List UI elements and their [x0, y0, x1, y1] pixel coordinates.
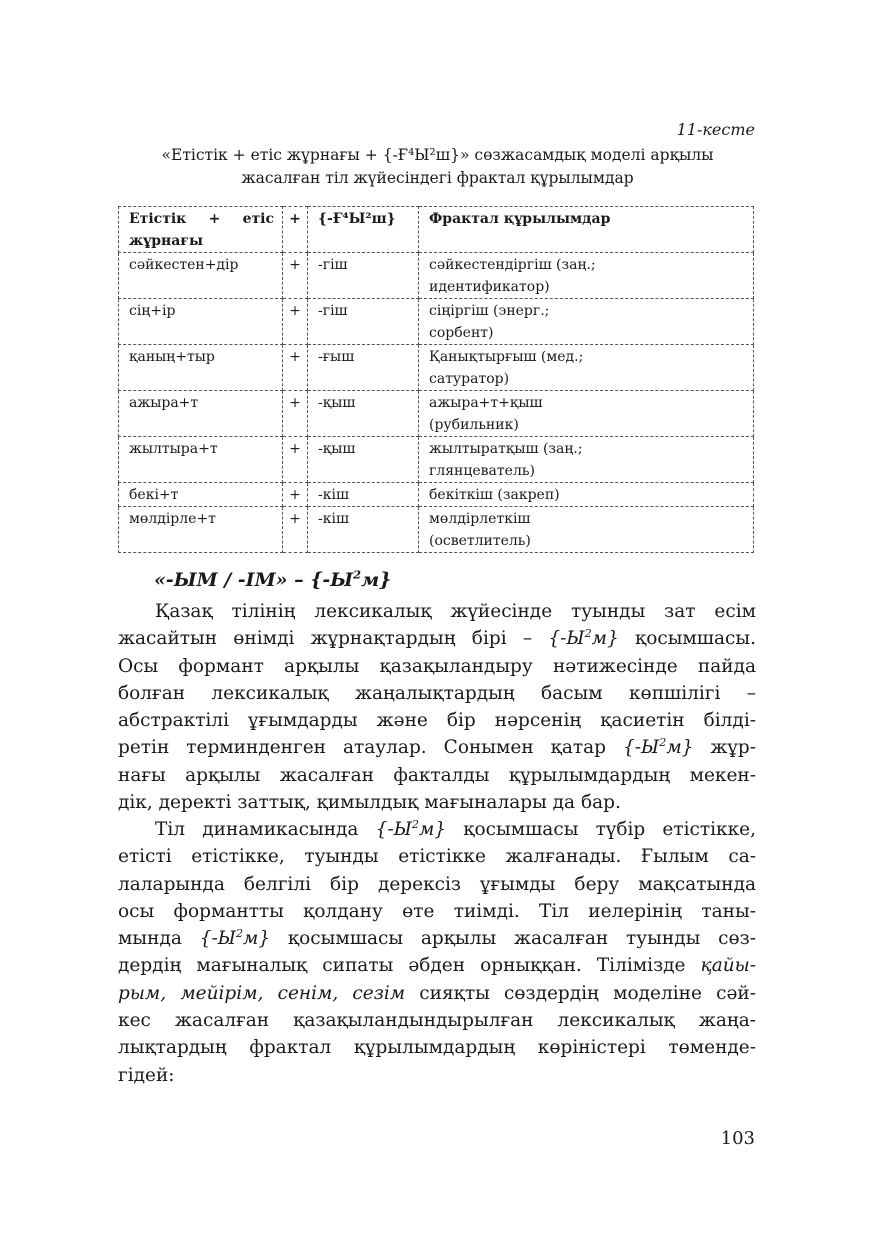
- table-row: бекі+т + -кіш бекіткіш (закреп): [119, 483, 754, 507]
- text-line: нағы арқылы жасалған факталды құрылымдардың мекен-: [118, 764, 756, 786]
- text-line: кес жасалған қазақыландындырылған лексикалық жаңа-: [118, 1010, 756, 1032]
- text-line: лықтардың фрактал құрылымдардың көріністері төменде-: [118, 1037, 756, 1059]
- table-row: ажыра+т + -қыш ажыра+т+қыш (рубильник): [119, 391, 754, 437]
- text-line: жасайтын өнімді жұрнақтардың бірі – $\{-Ы^2м\}$ қосымшасы.: [118, 627, 756, 650]
- fractal-structures-table: [118, 206, 754, 553]
- table-row: жылтыра+т + -қыш жылтыратқыш (заң.; глянцеватель): [119, 437, 754, 483]
- table-caption: [120, 144, 755, 190]
- table-row: қаның+тыр + -ғыш Қанықтырғыш (мед.; сатуратор): [119, 345, 754, 391]
- text-line: етісті етістікке, туынды етістікке жалғанады. Ғылым са-: [118, 846, 756, 868]
- header-plus: +: [283, 207, 308, 253]
- text-line: осы формантты қолдану өте тиімді. Тіл иелерінің таны-: [118, 900, 756, 922]
- caption-line: жасалған тіл жүйесіндегі фрактал құрылымдар: [241, 169, 634, 187]
- text-line: болған лексикалық жаңалықтардың басым көпшілігі –: [118, 682, 756, 704]
- text-line: Тіл динамикасында $\{-Ы^2м\}$ қосымшасы түбір етістікке,: [155, 817, 757, 840]
- table-row: сің+ір + -гіш сіңіргіш (энерг.; сорбент): [119, 299, 754, 345]
- text-line: Қазақ тілінің лексикалық жүйесінде туынды зат есім: [155, 601, 756, 622]
- text-line: дік, деректі заттық, қимылдық мағыналары да бар.: [118, 792, 621, 814]
- header-suffix: {-Ғ⁴Ы²ш}: [308, 207, 419, 253]
- text-line: рым, мейірім, сенім, сезім сияқты сөздердің моделіне сәй-: [118, 982, 756, 1004]
- page-number: 103: [720, 1128, 755, 1149]
- text-line: дердің мағыналық сипаты әбден орныққан. Тілімізде қайы-: [118, 955, 756, 977]
- text-line: мында $\{-Ы^2м\}$ қосымшасы арқылы жасалған туынды сөз-: [118, 927, 757, 950]
- table-row: мөлдірле+т + -кіш мөлдірлеткіш (осветлитель): [119, 507, 754, 553]
- text-line: Осы формант арқылы қазақыландыру нәтижесінде пайда: [118, 655, 756, 677]
- text-line: лаларында белгілі бір дерексіз ұғымды беру мақсатында: [118, 873, 756, 895]
- text-line: ретін терминденген атаулар. Сонымен қатар $\{-Ы^2м\}$ жұр-: [118, 736, 756, 759]
- paragraph-2: [118, 816, 756, 1089]
- table-number: 11-кесте: [676, 120, 755, 139]
- paragraph-1: [118, 598, 756, 816]
- text-line: гідей:: [118, 1064, 175, 1086]
- table-header-row: [119, 207, 754, 253]
- section-heading: «-ЫМ / -ІМ» – $\{-Ы^2м\}$: [154, 567, 392, 591]
- text-line: абстрактілі ұғымдарды және бір нәрсенің қасиетін білді-: [118, 710, 756, 732]
- header-fractal: Фрактал құрылымдар: [419, 207, 754, 253]
- header-stem: Етістік + етіс жұрнағы: [119, 207, 283, 253]
- table-row: сәйкестен+дір + -гіш сәйкестендіргіш (заң.; идентификатор): [119, 253, 754, 299]
- caption-line: «Етістік + етіс жұрнағы + {-Ғ⁴Ы²ш}» сөзжасамдық моделі арқылы: [161, 146, 714, 164]
